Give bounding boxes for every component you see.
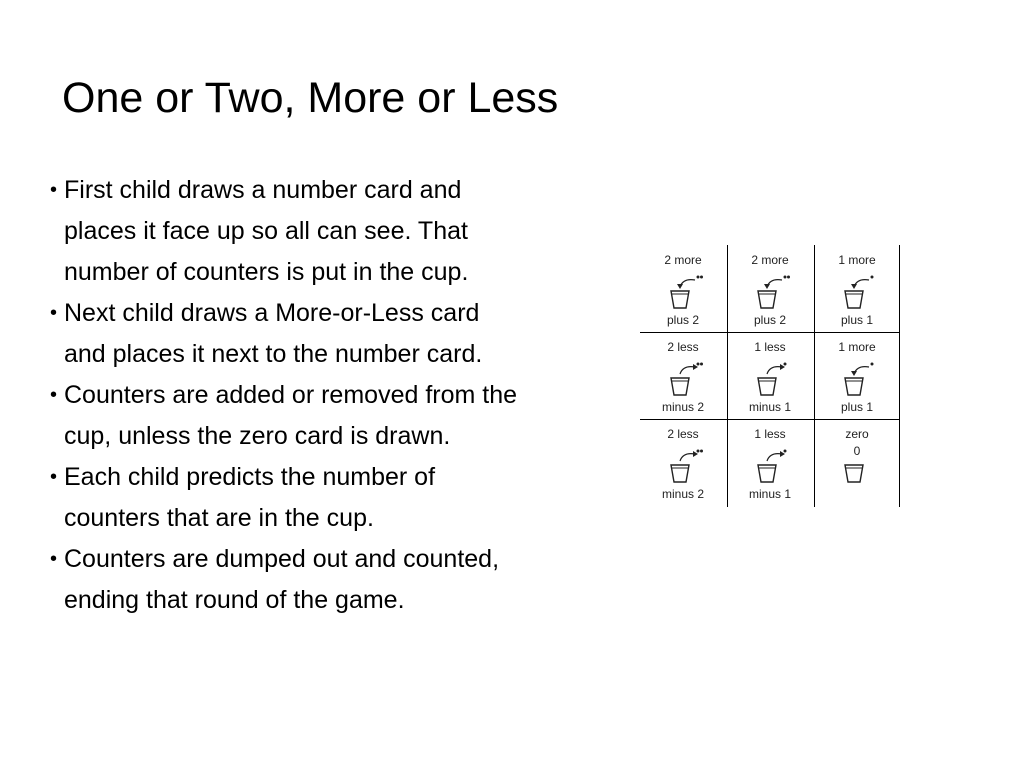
card-bottom-label: plus 2 — [666, 313, 700, 327]
card-bottom-label: minus 1 — [748, 400, 792, 414]
bullet-line: Each child predicts the number of — [64, 463, 436, 491]
card-top-label: 2 less — [667, 340, 699, 354]
number-card — [640, 245, 726, 331]
bullet-item — [48, 539, 648, 621]
card-bottom-label: minus 2 — [661, 487, 705, 501]
number-card — [640, 419, 726, 505]
number-card — [814, 245, 900, 331]
bullet-line: cup, unless the zero card is drawn. — [64, 422, 451, 450]
card-top-label: 2 more — [664, 253, 702, 267]
card-top-label: 1 more — [838, 253, 876, 267]
cup-with-arrow-in-icon — [752, 271, 792, 311]
bullet-line: Counters are dumped out and counted, — [64, 545, 500, 573]
bullet-line: First child draws a number card and — [64, 176, 462, 204]
cup-icon — [839, 445, 879, 485]
card-bottom-label: plus 1 — [840, 313, 874, 327]
bullet-line: ending that round of the game. — [64, 586, 405, 614]
card-bottom-label: minus 2 — [661, 400, 705, 414]
bullet-line: number of counters is put in the cup. — [64, 258, 469, 286]
number-card — [814, 332, 900, 418]
bullet-line: places it face up so all can see. That — [64, 217, 468, 245]
bullet-item — [48, 375, 648, 457]
card-top-label: 1 more — [838, 340, 876, 354]
cup-with-arrow-in-icon — [665, 271, 705, 311]
bullet-marker: • — [50, 302, 58, 324]
cup-with-arrow-out-icon — [752, 445, 792, 485]
number-card — [814, 419, 900, 505]
bullet-item — [48, 293, 648, 375]
card-number: 0 — [853, 444, 861, 458]
cup-with-arrow-out-icon — [752, 358, 792, 398]
number-card — [640, 332, 726, 418]
bullet-marker: • — [50, 384, 58, 406]
card-bottom-label: plus 1 — [840, 400, 874, 414]
slide-title: One or Two, More or Less — [62, 74, 559, 122]
cup-with-arrow-in-icon — [839, 271, 879, 311]
card-top-label: 1 less — [754, 427, 786, 441]
card-bottom-label: plus 2 — [753, 313, 787, 327]
bullet-line: counters that are in the cup. — [64, 504, 374, 532]
bullet-item — [48, 170, 648, 293]
cup-with-arrow-out-icon — [665, 445, 705, 485]
bullet-list — [48, 170, 648, 621]
number-card — [727, 332, 813, 418]
bullet-marker: • — [50, 548, 58, 570]
card-top-label: 2 more — [751, 253, 789, 267]
bullet-line: Next child draws a More-or-Less card — [64, 299, 480, 327]
number-card — [727, 245, 813, 331]
bullet-marker: • — [50, 179, 58, 201]
card-top-label: zero — [845, 427, 869, 441]
bullet-marker: • — [50, 466, 58, 488]
card-bottom-label: minus 1 — [748, 487, 792, 501]
card-top-label: 1 less — [754, 340, 786, 354]
bullet-item — [48, 457, 648, 539]
bullet-line: Counters are added or removed from the — [64, 381, 518, 409]
bullet-line: and places it next to the number card. — [64, 340, 483, 368]
cup-with-arrow-out-icon — [665, 358, 705, 398]
cup-with-arrow-in-icon — [839, 358, 879, 398]
number-card — [727, 419, 813, 505]
more-or-less-card-grid — [640, 245, 900, 507]
card-top-label: 2 less — [667, 427, 699, 441]
